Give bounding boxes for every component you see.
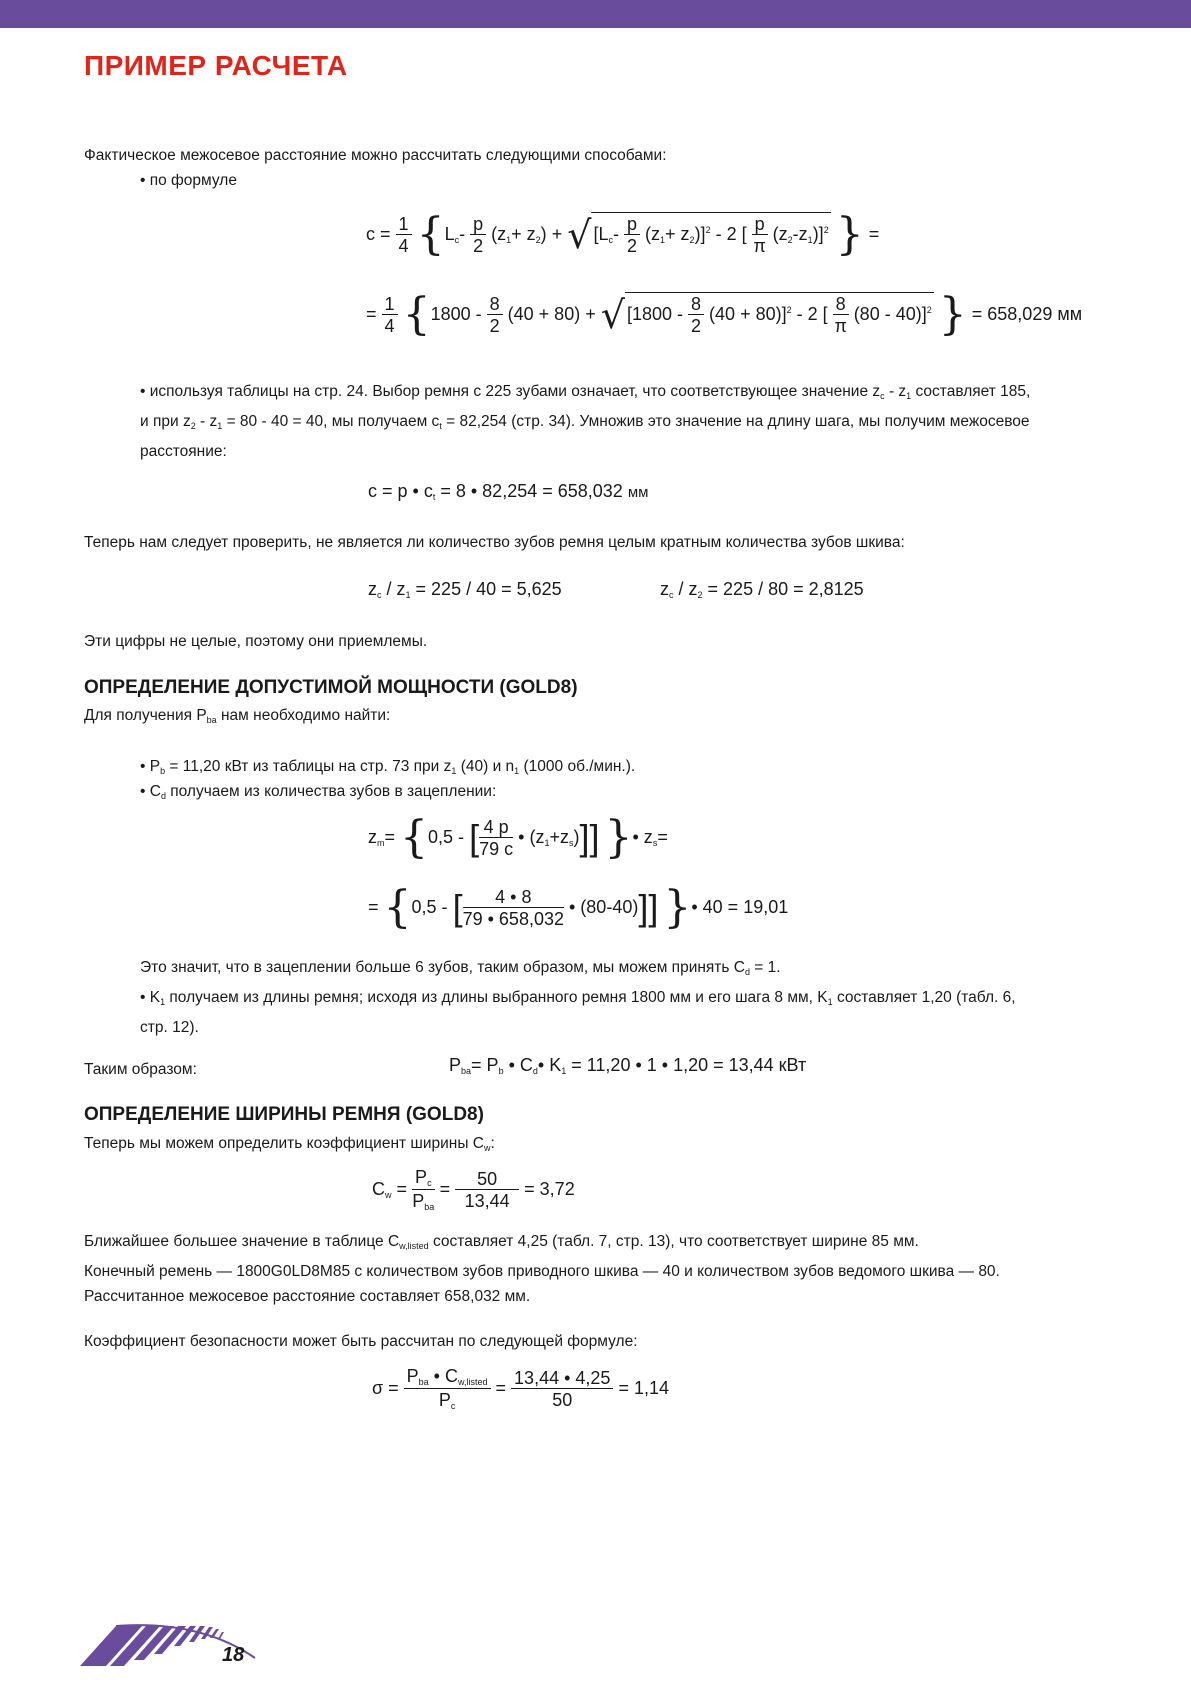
intro-text: Фактическое межосевое расстояние можно рассчитать следующими способами: [84, 147, 667, 164]
bullet-cd: • $C_d$ получаем из количества зубов в зацеплении: [140, 783, 497, 801]
heading-power: ОПРЕДЕЛЕНИЕ ДОПУСТИМОЙ МОЩНОСТИ (GOLD8) [84, 677, 578, 698]
ratio-zc-z2: $z_c / z_2 = 225 / 80 = 2,8125$ [660, 579, 864, 600]
bullet-pb: • $P_b = 11,20$ кВт из таблицы на стр. 73 при $z_1$ (40) и $n_1$ (1000 об./мин.). [140, 758, 636, 776]
conclusion-text: Эти цифры не целые, поэтому они приемлемы. [84, 633, 428, 650]
thus-label: Таким образом: [84, 1061, 197, 1078]
formula-cw: $C_w$ = $\frac{P_c}{P_{ba}}$ = $\frac{50}{13,44}$ = 3,72 [372, 1167, 575, 1212]
formula-center-distance-values: = $\frac{1}{4}$ {1800 - $\frac{8}{2}$ (40 + 80) + √ [1800 - $\frac{8}{2}$ (40 + 80)]$^2$ - 2 [ $\frac{8}{\pi}$ (80 - 40)]$^2$ } = 658,029 мм [366, 289, 1083, 340]
formula-center-distance: c = $\frac{1}{4}$ {$L_c-$ $\frac{p}{2}$ $(z_1+ z_2)$ + √ [$L_c-$ $\frac{p}{2}$ $(z_1+ z_2)]^2 - 2$ [ $\frac{p}{\pi}$ $(z_2-z_1)]^2$ } = [366, 209, 880, 260]
safety-text: Коэффициент безопасности может быть рассчитан по следующей формуле: [84, 1333, 638, 1350]
formula-c-result: c = p • $c_t = 8$ • 82,254 = 658,032 мм [368, 481, 649, 502]
formula-pba: $P_{ba}= P_b$ • $C_d•$ $K_1 = 11,20$ • 1 • 1,20 = 13,44 кВт [449, 1055, 807, 1076]
power-intro: Для получения $P_{ba}$ нам необходимо найти: [84, 707, 391, 725]
heading-width: ОПРЕДЕЛЕНИЕ ШИРИНЫ РЕМНЯ (GOLD8) [84, 1104, 484, 1125]
formula-sigma: σ = $\frac{P_{ba} • C_{w,listed}}{P_c}$ = $\frac{13,44 • 4,25}{50}$ = 1,14 [372, 1366, 669, 1411]
check-text: Теперь нам следует проверить, не является ли количество зубов ремня целым кратным количества зубов шкива: [84, 534, 905, 551]
page-title: ПРИМЕР РАСЧЕТА [84, 50, 348, 81]
meaning-text: Это значит, что в зацеплении больше 6 зубов, таким образом, мы можем принять $C_d = 1$. • $K_1$ получаем из длины ремня; исходя из длины выбранного ремня 1800 мм и его шага 8 мм, $K_1$ составляет 1,20 (табл. 6, стр. 12). [140, 959, 1016, 1036]
nearest-text: Ближайшее большее значение в таблице $C_{w,listed}$ составляет 4,25 (табл. 7, стр. 13), что соответствует ширине 85 мм. Конечный ремень — 1800G0LD8M85 с количеством зубов приводного шкива — 40 и количеством зубов ведомого шкива — 80. Рассчитанное межосевое расстояние составляет 658,032 мм. [84, 1233, 1000, 1305]
page-number: 18 [222, 1644, 245, 1666]
formula-zm: $z_m= \{0,5$ - [ $\frac{4 p}{79 c}$ • $(z_1+z_s)$]] }• $z_s=$ [368, 812, 668, 863]
bullet-tables: • используя таблицы на стр. 24. Выбор ремня с 225 зубами означает, что соответствующее значение $z_c - z_1$ составляет 185, и при $z_2 - z_1 = 80 - 40 = 40$, мы получаем $c_t = 82,254$ (стр. 34). Умножив это значение на длину шага, мы получим межосевое расстояние: [140, 383, 1031, 460]
ratio-zc-z1: $z_c / z_1 = 225 / 40 = 5,625$ [368, 579, 562, 600]
formula-zm-values: = {0,5 - [ $\frac{4 • 8}{79 • 658,032}$ • (80-40)]] }• 40 = 19,01 [368, 882, 789, 933]
bullet-formula: • по формуле [140, 172, 237, 189]
width-intro: Теперь мы можем определить коэффициент ширины $C_w$: [84, 1135, 495, 1153]
top-accent-bar [0, 0, 1191, 28]
